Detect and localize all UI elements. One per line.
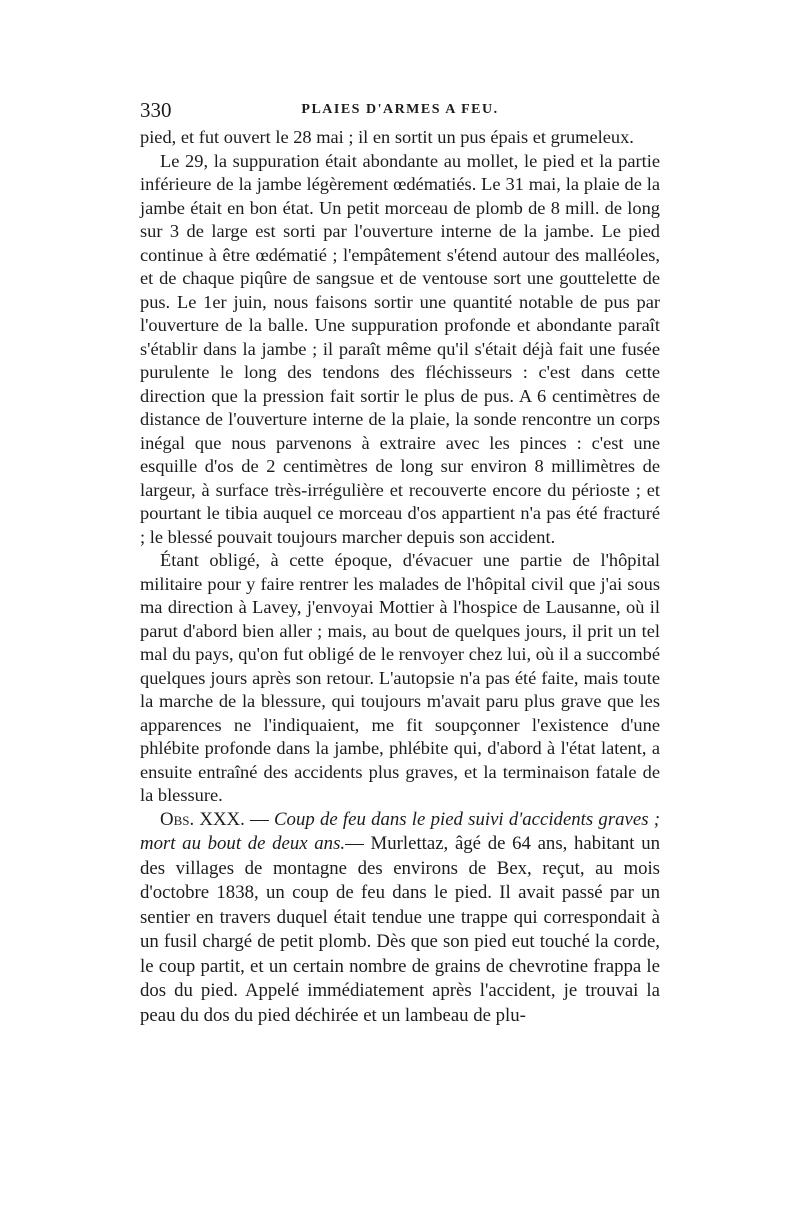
running-title: PLAIES D'ARMES A FEU. [301,102,499,117]
observation-dash: — [244,808,275,830]
paragraph-case-progress: Le 29, la suppuration était abondante au mollet, le pied et la partie inférieure de la jambe légèrement œdématiés. Le 31 mai, la plaie de la jambe était en bon état. Un petit morceau de plomb de 8 mill. de long sur 3 de large est sorti par l'ouverture interne de la jambe. Le pied continue à être œdématié ; l'empâtement s'étend autour des malléoles, et de chaque piqûre de sangsue et de ventouse sort une gouttelette de pus. Le 1er juin, nous faisons sortir une quantité notable de pus par l'ouverture de la balle. Une suppuration profonde et abondante paraît s'établir dans la jambe ; il paraît même qu'il s'était déjà fait une fusée purulente le long des tendons des fléchisseurs : c'est dans cette direction que la pression fait sortir le plus de pus. A 6 centimètres de distance de l'ouverture interne de la plaie, la sonde rencontre un corps inégal que nous parvenons à extraire avec les pinces : c'est une esquille d'os de 2 centimètres de long sur environ 8 millimètres de largeur, à surface très-irrégulière et recouverte encore du périoste ; et pourtant le tibia auquel ce morceau d'os appartient n'a pas été fracturé ; le blessé pouvait toujours marcher depuis son accident. [140,150,660,547]
observation-title: Coup de feu dans le pied suivi d'accidents graves ; mort au bout de deux ans. [140,808,660,854]
paragraph-case-outcome: Étant obligé, à cette époque, d'évacuer une partie de l'hôpital militaire pour y faire rentrer les malades de l'hôpital civil que j'ai sous ma direction à Lavey, j'envoyai Mottier à l'hospice de Lausanne, où il parut d'abord bien aller ; mais, au bout de quelques jours, il prit un tel mal du pays, qu'on fut obligé de le renvoyer chez lui, où il a succombé quelques jours après son retour. L'autopsie n'a pas été faite, mais toute la marche de la blessure, qui toujours m'avait paru plus grave que les apparences ne l'indiquaient, me fit soupçonner l'existence d'une phlébite profonde dans la jambe, phlébite qui, d'abord à l'état latent, a ensuite entraîné des accidents plus graves, et la terminaison fatale de la blessure. [140,550,660,805]
page-content [140,92,660,1028]
running-head [140,92,660,126]
observation-label: Obs. XXX. [160,808,245,830]
page-number: 330 [140,98,172,122]
body-text [140,126,660,1028]
observation-text: — Murlettaz, âgé de 64 ans, habitant un des villages de montagne des environs de Bex, reçut, au mois d'octobre 1838, un coup de feu dans le pied. Il avait passé par un sentier en travers duquel était tendue une trappe qui correspondait à un fusil chargé de petit plomb. Dès que son pied eut touché la corde, le coup partit, et un certain nombre de grains de chevrotine frappa le dos du pied. Appelé immédiatement après l'accident, je trouvai la peau du dos du pied déchirée et un lambeau de plu- [140,833,660,1026]
paragraph-continuation: pied, et fut ouvert le 28 mai ; il en sortit un pus épais et grumeleux. [140,127,634,147]
observation-paragraph [140,808,660,1029]
